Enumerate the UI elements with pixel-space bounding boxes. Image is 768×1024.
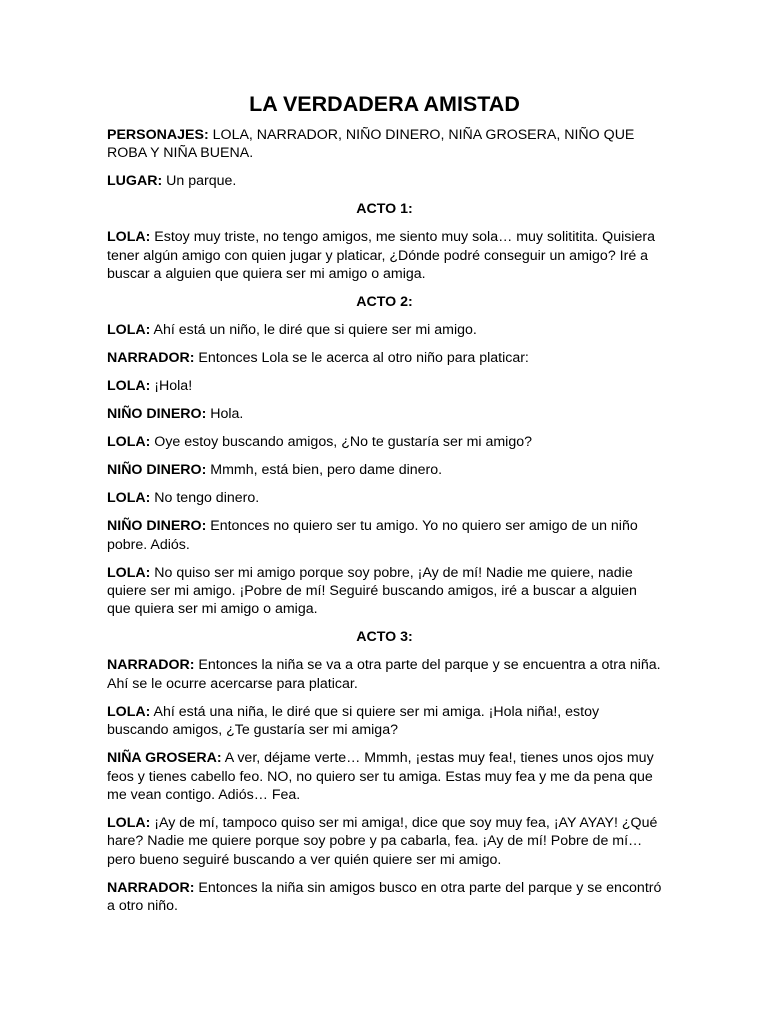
speaker-label: NARRADOR: xyxy=(107,350,195,367)
dialogue-text: No quiso ser mi amigo porque soy pobre, ¡Ay de mí! Nadie me quiere, nadie quiere ser mi amigo. ¡Pobre de mí! Seguiré buscando amigos, iré a buscar a alguien que quiera ser mi amigo o amiga. xyxy=(107,564,637,618)
dialogue-text: Entonces la niña sin amigos busco en otra parte del parque y se encontró a otro niño. xyxy=(107,879,662,915)
dialogue-text: Entonces no quiero ser tu amigo. Yo no quiero ser amigo de un niño pobre. Adiós. xyxy=(107,518,638,553)
dialogue-text: No tengo dinero. xyxy=(150,490,260,507)
dialogue-text: Mmmh, está bien, pero dame dinero. xyxy=(206,462,443,479)
dialogue-text: Ahí está una niña, le diré que si quiere ser mi amiga. ¡Hola niña!, estoy buscando amigos, ¿Te gustaría ser mi amiga? xyxy=(107,703,600,739)
dialogue-paragraph xyxy=(107,489,662,507)
dialogue-paragraph xyxy=(107,656,662,693)
dialogue-paragraph xyxy=(107,172,662,190)
speaker-label: NARRADOR: xyxy=(107,657,195,674)
speaker-label: LOLA: xyxy=(107,564,151,581)
dialogue-paragraph xyxy=(107,126,662,163)
dialogue-paragraph xyxy=(107,321,662,339)
dialogue-paragraph xyxy=(107,814,662,869)
speaker-label: LOLA: xyxy=(107,703,151,720)
speaker-label: NARRADOR: xyxy=(107,879,195,896)
dialogue-text: Estoy muy triste, no tengo amigos, me siento muy sola… muy solititita. Quisiera tener algún amigo con quien jugar y platicar, ¿Dónde podré conseguir un amigo? Iré a buscar a alguien que quiera ser mi amigo o amiga. xyxy=(107,229,655,283)
act-heading: ACTO 1: xyxy=(356,201,413,218)
document-title: LA VERDADERA AMISTAD xyxy=(249,92,520,116)
speaker-label: NIÑO DINERO: xyxy=(107,518,207,535)
speaker-label: LOLA: xyxy=(107,815,151,832)
speaker-label: NIÑA GROSERA: xyxy=(107,750,222,767)
act-heading: ACTO 2: xyxy=(356,294,413,311)
speaker-label: LOLA: xyxy=(107,434,151,451)
speaker-label: LUGAR: xyxy=(107,173,163,190)
dialogue-text: Ahí está un niño, le diré que si quiere ser mi amigo. xyxy=(150,322,477,339)
dialogue-paragraph xyxy=(107,377,662,395)
act-heading: ACTO 3: xyxy=(356,629,413,646)
dialogue-text: Entonces Lola se le acerca al otro niño para platicar: xyxy=(194,350,529,367)
dialogue-paragraph xyxy=(107,703,662,740)
dialogue-text: LOLA, NARRADOR, NIÑO DINERO, NIÑA GROSERA, NIÑO QUE ROBA Y NIÑA BUENA. xyxy=(107,127,635,162)
dialogue-paragraph xyxy=(107,349,662,367)
speaker-label: LOLA: xyxy=(107,322,151,339)
dialogue-paragraph xyxy=(107,228,662,283)
dialogue-text: ¡Hola! xyxy=(150,378,193,395)
speaker-label: NIÑO DINERO: xyxy=(107,462,207,479)
speaker-label: LOLA: xyxy=(107,229,151,246)
dialogue-text: Oye estoy buscando amigos, ¿No te gustaría ser mi amigo? xyxy=(150,434,533,451)
dialogue-paragraph xyxy=(107,433,662,451)
dialogue-paragraph xyxy=(107,405,662,423)
speaker-label: LOLA: xyxy=(107,378,151,395)
dialogue-paragraph xyxy=(107,461,662,479)
dialogue-text: A ver, déjame verte… Mmmh, ¡estas muy fea!, tienes unos ojos muy feos y tienes cabello feo. NO, no quiero ser tu amiga. Estas muy fea y me da pena que me vean contigo. Adiós… Fea. xyxy=(107,750,654,804)
speaker-label: NIÑO DINERO: xyxy=(107,406,207,423)
dialogue-text: Hola. xyxy=(206,406,244,423)
dialogue-text: ¡Ay de mí, tampoco quiso ser mi amiga!, dice que soy muy fea, ¡AY AYAY! ¿Qué hare? Nadie me quiere porque soy pobre y pa cabarla, fea. ¡Ay de mí! Pobre de mí… pero bueno seguiré buscando a ver quién quiere ser mi amigo. xyxy=(107,815,658,868)
document-body xyxy=(107,126,662,916)
dialogue-paragraph xyxy=(107,517,662,554)
speaker-label: LOLA: xyxy=(107,490,151,507)
speaker-label: PERSONAJES: xyxy=(107,127,209,143)
dialogue-paragraph xyxy=(107,564,662,619)
dialogue-paragraph xyxy=(107,879,662,916)
dialogue-text: Entonces la niña se va a otra parte del parque y se encuentra a otra niña. Ahí se le ocurre acercarse para platicar. xyxy=(107,657,661,692)
dialogue-paragraph xyxy=(107,749,662,804)
dialogue-text: Un parque. xyxy=(162,173,237,190)
